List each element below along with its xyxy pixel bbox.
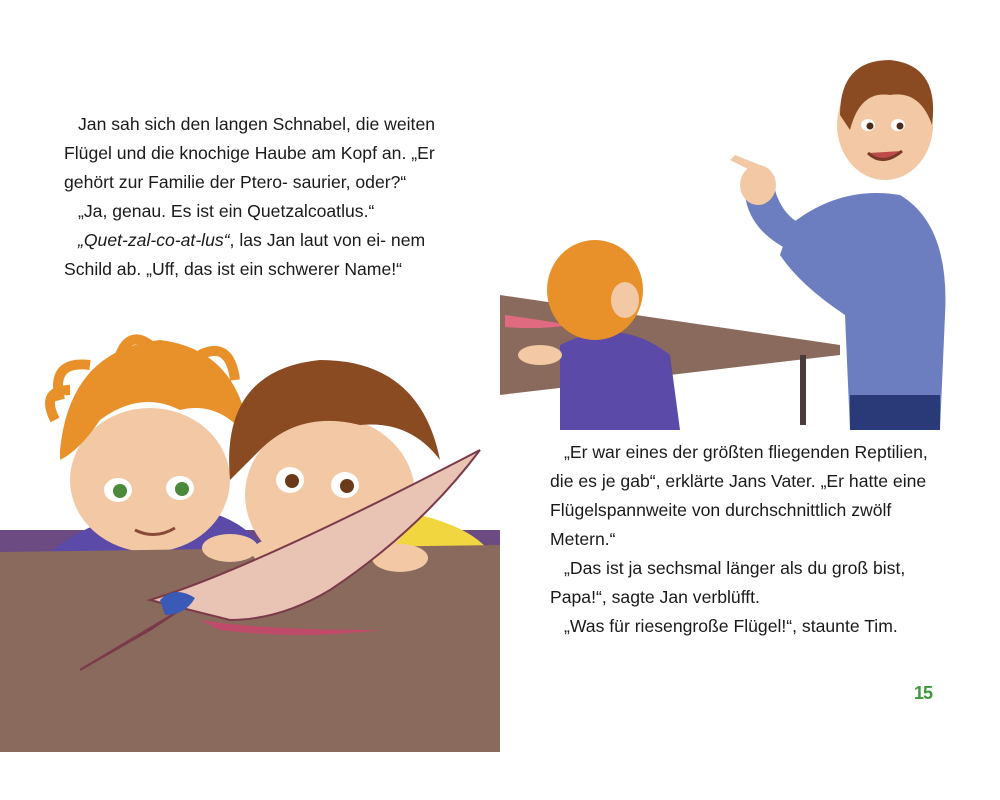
illustration-boys-with-pterosaur	[0, 330, 500, 752]
illustration-father-and-boy	[500, 55, 1000, 430]
paragraph	[64, 226, 444, 284]
paragraph: „Das ist ja sechsmal länger als du groß bist, Papa!“, sagte Jan verblüfft.	[550, 558, 906, 607]
right-page-text	[550, 438, 950, 641]
left-page-text	[64, 110, 444, 284]
paragraph: „Er war eines der größten fliegenden Reptilien, die es je gab“, erklärte Jans Vater. „Er hatte eine Flügelspannweite von durchschnittlich zwölf Metern.“	[550, 442, 928, 549]
page-number: 15	[914, 683, 933, 703]
paragraph: „Ja, genau. Es ist ein Quetzalcoatlus.“	[78, 201, 375, 221]
paragraph-rest: , las Jan laut von ei- nem Schild ab. „Uff, das ist ein schwerer Name!“	[64, 230, 426, 279]
paragraph: „Was für riesengroße Flügel!“, staunte Tim.	[564, 616, 898, 636]
paragraph: Jan sah sich den langen Schnabel, die weiten Flügel und die knochige Haube am Kopf an. „Er gehört zur Familie der Ptero- saurier, oder?“	[64, 114, 436, 192]
italic-name: „Quet-zal-co-at-lus“	[78, 230, 230, 250]
father-figure	[730, 60, 945, 430]
right-page	[500, 0, 1000, 800]
